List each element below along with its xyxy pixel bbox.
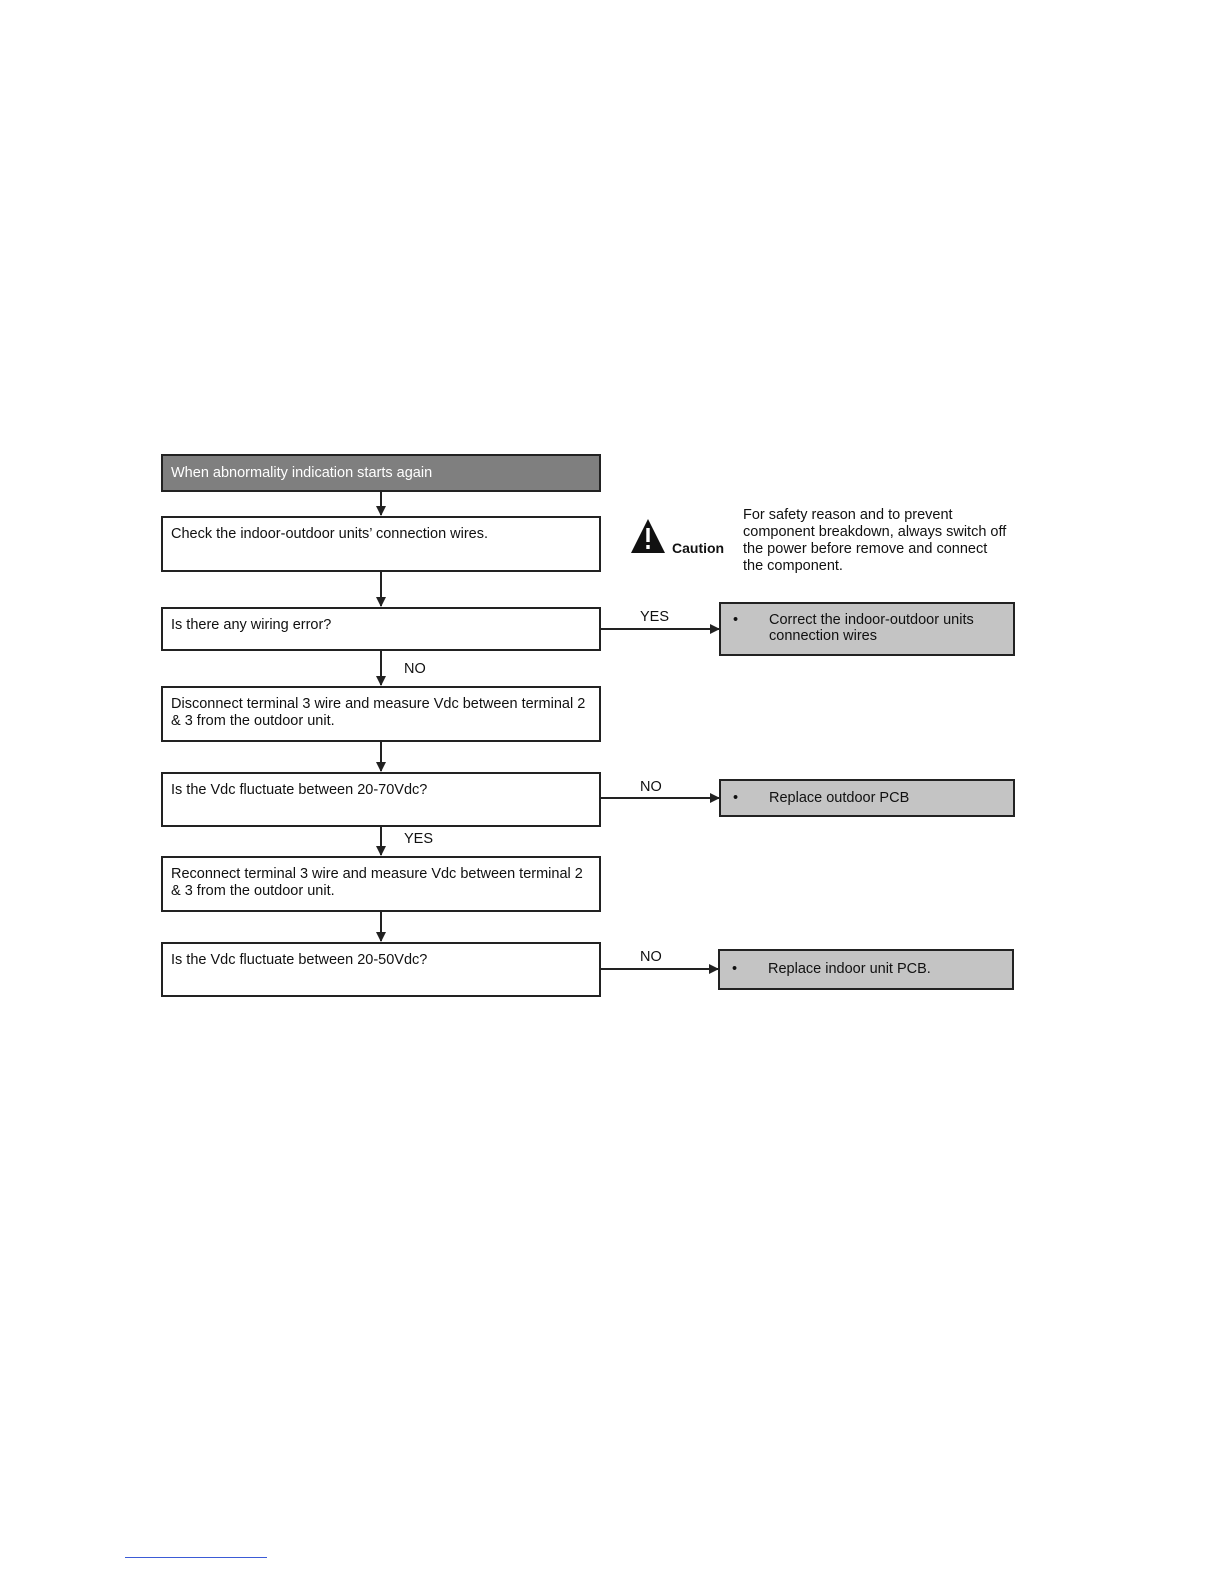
result-replace-outdoor-pcb-text: Replace outdoor PCB (769, 790, 910, 806)
label-q1-yes: YES (640, 609, 670, 625)
result-replace-indoor-pcb (718, 949, 1014, 990)
step-reconnect-measure-text: Reconnect terminal 3 wire and measure Vdc between terminal 2 & 3 from the outdoor unit. (171, 866, 583, 899)
label-q1-no: NO (404, 661, 426, 677)
bullet: • (733, 790, 739, 806)
step-disconnect-measure-text: Disconnect terminal 3 wire and measure Vdc between terminal 2 & 3 from the outdoor unit. (171, 696, 586, 729)
label-q2-yes: YES (404, 831, 434, 847)
caution-label: Caution (672, 540, 725, 556)
decision-wiring-error (161, 607, 601, 651)
result-correct-wires (719, 602, 1015, 656)
bullet: • (732, 961, 738, 977)
start-text: When abnormality indication starts again (171, 465, 433, 481)
result-replace-outdoor-pcb (719, 779, 1015, 817)
step-check-wires-text: Check the indoor-outdoor units’ connection wires. (171, 526, 489, 542)
footer-rule (125, 1557, 267, 1558)
result-correct-wires-text: Correct the indoor-outdoor units connection wires (769, 612, 974, 644)
step-reconnect-measure (161, 856, 601, 912)
start-box (161, 454, 601, 492)
step-disconnect-measure (161, 686, 601, 742)
label-q3-no: NO (640, 949, 662, 965)
caution-note: For safety reason and to prevent component breakdown, always switch off the power before remove and connect the component. (743, 507, 1007, 574)
decision-wiring-error-text: Is there any wiring error? (171, 617, 332, 633)
label-q2-no: NO (640, 779, 662, 795)
decision-vdc-20-50-text: Is the Vdc fluctuate between 20-50Vdc? (171, 952, 428, 968)
decision-vdc-20-70 (161, 772, 601, 827)
result-replace-indoor-pcb-text: Replace indoor unit PCB. (768, 961, 931, 977)
decision-vdc-20-70-text: Is the Vdc fluctuate between 20-70Vdc? (171, 782, 428, 798)
step-check-wires (161, 516, 601, 572)
decision-vdc-20-50 (161, 942, 601, 997)
bullet: • (733, 612, 739, 628)
